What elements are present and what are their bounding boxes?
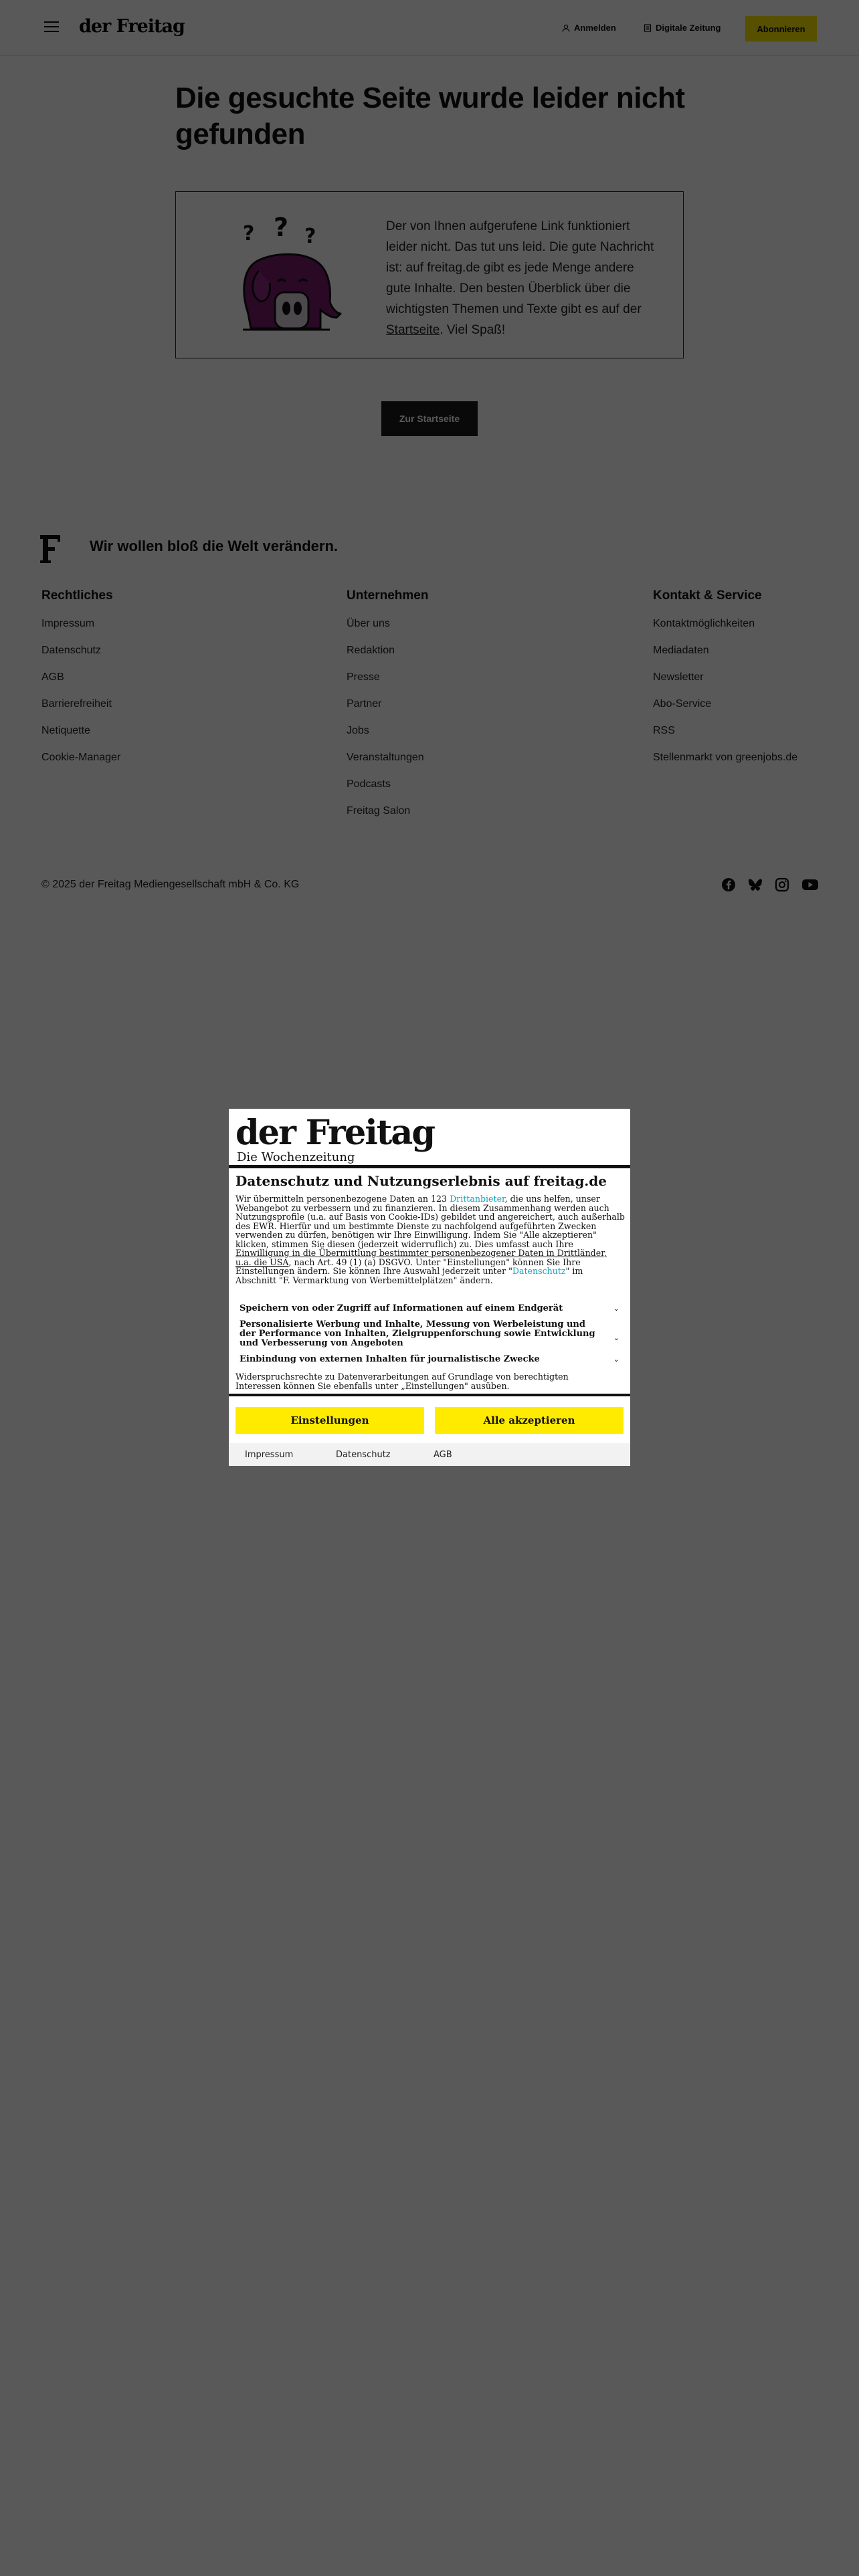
chevron-down-icon: ⌄ (613, 1304, 619, 1313)
consent-subtitle: Die Wochenzeitung (237, 1150, 355, 1164)
privacy-link[interactable]: Datenschutz (512, 1266, 566, 1276)
consent-footer (229, 1443, 630, 1466)
consent-link-impressum[interactable]: Impressum (245, 1450, 294, 1460)
consent-text-2: , die uns helfen, unser Webangebot zu verbessern und zu finanzieren. In diesem Zusammenhang werden auch Nutzungsprofile (u.a. auf Basis von Cookie-IDs) gebildet und angereichert, auch außerhalb des EWR. Hierfür und um bestimmte Dienste zu nachfolgend aufgeführten Zwecken verwenden zu dürfen, benötigen wir Ihre Einwilligung. Indem Sie "Alle akzeptieren" klicken, stimmen Sie diesen (jederzeit widerruflich) zu. Dies umfasst auch Ihre (235, 1194, 625, 1249)
third-country-consent-link[interactable]: Einwilligung in die Übermittlung bestimmter personenbezogener Daten in Drittländer, u.a. die USA (235, 1248, 607, 1267)
consent-title: Datenschutz und Nutzungserlebnis auf freitag.de (235, 1173, 607, 1189)
consent-dialog (229, 1109, 630, 1466)
purpose-item-external-content[interactable] (240, 1355, 621, 1364)
purpose-label: Personalisierte Werbung und Inhalte, Messung von Werbeleistung und der Performance von Inhalten, Zielgruppenforschung sowie Entwicklung und Verbesserung von Angeboten (240, 1319, 595, 1348)
third-party-link[interactable]: Drittanbieter (450, 1194, 505, 1204)
divider (229, 1394, 630, 1396)
accept-all-button[interactable]: Alle akzeptieren (435, 1407, 624, 1434)
consent-link-agb[interactable]: AGB (434, 1450, 452, 1460)
legitimate-interest-note: Widerspruchsrechte zu Datenverarbeitungen auf Grundlage von berechtigten Interessen können Sie ebenfalls unter „Einstellungen" ausüben. (235, 1372, 569, 1391)
purpose-item-personalized-ads[interactable] (240, 1319, 619, 1348)
settings-button[interactable]: Einstellungen (235, 1407, 424, 1434)
consent-text-1: Wir übermitteln personenbezogene Daten an 123 (235, 1194, 450, 1204)
consent-description (235, 1194, 625, 1285)
consent-text-3: , nach Art. 49 (1) (a) DSGVO. Unter "Einstellungen" können Sie Ihre Einstellungen ändern. Sie können Ihre Auswahl jederzeit unter " (235, 1257, 581, 1276)
purpose-label: Einbindung von externen Inhalten für journalistische Zwecke (240, 1354, 540, 1364)
consent-text-4: " im Abschnitt "F. Vermarktung von Werbemittelplätzen" ändern. (235, 1266, 583, 1285)
consent-link-datenschutz[interactable]: Datenschutz (336, 1450, 391, 1460)
chevron-down-icon: ⌄ (613, 1333, 619, 1342)
purpose-item-device-storage[interactable] (240, 1304, 621, 1313)
divider (229, 1165, 630, 1168)
purpose-label: Speichern von oder Zugriff auf Informationen auf einem Endgerät (240, 1303, 563, 1313)
consent-logo: der Freitag (235, 1113, 434, 1153)
chevron-down-icon: ⌄ (613, 1355, 619, 1364)
